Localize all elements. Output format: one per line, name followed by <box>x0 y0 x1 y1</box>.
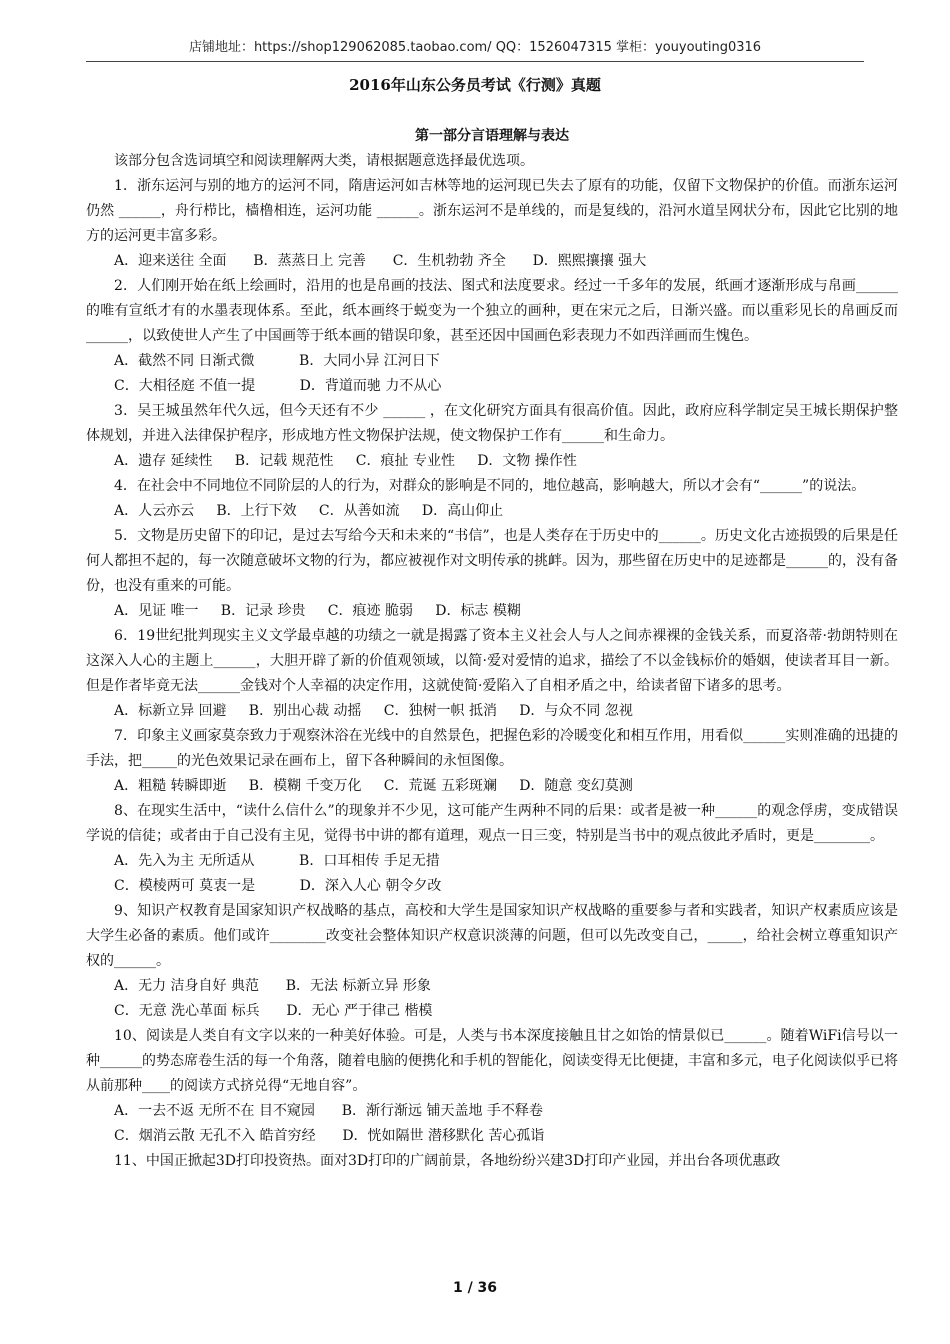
answer-options: A．无力 洁身自好 典范 B．无法 标新立异 形象 <box>114 978 431 994</box>
question-paragraph: 11、中国正掀起3D打印投资热。面对3D打印的广阔前景，各地纷纷兴建3D打印产业园，并出台各项优惠政 <box>114 1153 781 1169</box>
question-paragraph: 2．人们刚开始在纸上绘画时，沿用的也是帛画的技法、图式和法度要求。经过一千多年的发展，纸画才逐渐形成与帛画______的唯有宣纸才有的水墨表现体系。至此，纸本画终于蜕变为一个独立的画种，更在宋元之后，日渐兴盛。而以重彩见长的帛画反而______，以致使世人产生了中国画等于纸本画的错误印象，甚至还因中国画色彩表现力不如西洋画而生愧色。 <box>86 278 898 344</box>
shop-header: 店铺地址：https://shop129062085.taobao.com/ QQ：1526047315 掌柜：youyouting0316 <box>86 36 864 62</box>
question-paragraph: 8、在现实生活中，“读什么信什么”的现象并不少见，这可能产生两种不同的后果：或者是被一种______的观念俘虏，变成错误学说的信徒；或者由于自己没有主见，觉得书中讲的都有道理，观点一日三变，特别是当书中的观点彼此矛盾时，更是________。 <box>86 803 898 844</box>
question-paragraph: 3．吴王城虽然年代久远，但今天还有不少 ______ ，在文化研究方面具有很高价值。因此，政府应科学制定吴王城长期保护整体规划，并进入法律保护程序，形成地方性文物保护法规，使文物保护工作有______和生命力。 <box>86 403 898 444</box>
section-heading: 第一部分言语理解与表达 <box>415 128 569 144</box>
question-paragraph: 1．浙东运河与别的地方的运河不同，隋唐运河如吉林等地的运河现已失去了原有的功能，仅留下文物保护的价值。而浙东运河仍然 ______，舟行栉比，樯橹相连，运河功能 ______。浙东运河不是单线的，而是复线的，沿河水道呈网状分布，因此它比别的地方的运河更丰富多彩。 <box>86 178 898 244</box>
answer-options: A．人云亦云 B．上行下效 C．从善如流 D．高山仰止 <box>114 503 504 519</box>
question-paragraph: 该部分包含选词填空和阅读理解两大类，请根据题意选择最优选项。 <box>114 153 534 169</box>
answer-options: A．迎来送往 全面 B．蒸蒸日上 完善 C．生机勃勃 齐全 D．熙熙攘攘 强大 <box>114 253 647 269</box>
question-paragraph: 4．在社会中不同地位不同阶层的人的行为，对群众的影响是不同的，地位越高，影响越大，所以才会有“______”的说法。 <box>114 478 866 494</box>
answer-options: A．见证 唯一 B．记录 珍贵 C．痕迹 脆弱 D．标志 模糊 <box>114 603 521 619</box>
document-body <box>86 124 898 1174</box>
answer-options: A．粗糙 转瞬即逝 B．模糊 千变万化 C．荒诞 五彩斑斓 D．随意 变幻莫测 <box>114 778 633 794</box>
answer-options: C．烟消云散 无孔不入 皓首穷经 D．恍如隔世 潜移默化 苦心孤诣 <box>114 1128 545 1144</box>
answer-options: A．一去不返 无所不在 目不窥园 B．渐行渐远 铺天盖地 手不释卷 <box>114 1103 543 1119</box>
question-paragraph: 9、知识产权教育是国家知识产权战略的基点，高校和大学生是国家知识产权战略的重要参与者和实践者，知识产权素质应该是大学生必备的素质。他们或许________改变社会整体知识产权意识淡薄的问题，但可以先改变自己，_____，给社会树立尊重知识产权的______。 <box>86 903 898 969</box>
answer-options: A．先入为主 无所适从 B．口耳相传 手足无措 <box>114 853 440 869</box>
question-paragraph: 10、阅读是人类自有文字以来的一种美好体验。可是，人类与书本深度接触且甘之如饴的情景似已______。随着WiFi信号以一种______的势态席卷生活的每一个角落，随着电脑的便携化和手机的智能化，阅读变得无比便捷，丰富和多元，电子化阅读似乎已将从前那种____的阅读方式挤兑得“无地自容”。 <box>86 1028 898 1094</box>
page-title: 2016年山东公务员考试《行测》真题 <box>349 76 601 94</box>
page-number: 1 / 36 <box>452 1280 498 1296</box>
answer-options: C．无意 洗心革面 标兵 D．无心 严于律己 楷模 <box>114 1003 433 1019</box>
question-paragraph: 5．文物是历史留下的印记，是过去写给今天和未来的“书信”，也是人类存在于历史中的______。历史文化古迹损毁的后果是任何人都担不起的，每一次随意破坏文物的行为，都应被视作对文明传承的挑衅。因为，那些留在历史中的足迹都是______的，没有备份，也没有重来的可能。 <box>86 528 898 594</box>
answer-options: A．截然不同 日渐式微 B．大同小异 江河日下 <box>114 353 440 369</box>
question-paragraph: 7．印象主义画家莫奈致力于观察沐浴在光线中的自然景色，把握色彩的冷暖变化和相互作用，用看似______实则准确的迅捷的手法，把_____的光色效果记录在画布上，留下各种瞬间的永恒图像。 <box>86 728 898 769</box>
answer-options: C．大相径庭 不值一提 D．背道而驰 力不从心 <box>114 378 442 394</box>
answer-options: C．模棱两可 莫衷一是 D．深入人心 朝令夕改 <box>114 878 442 894</box>
answer-options: A．标新立异 回避 B．别出心裁 动摇 C．独树一帜 抵消 D．与众不同 忽视 <box>114 703 633 719</box>
question-paragraph: 6．19世纪批判现实主义文学最卓越的功绩之一就是揭露了资本主义社会人与人之间赤裸裸的金钱关系，而夏洛蒂·勃朗特则在这深入人心的主题上______，大胆开辟了新的价值观领域，以简·爱对爱情的追求，描绘了不以金钱标价的婚姻，使读者耳目一新。但是作者毕竟无法______金钱对个人幸福的决定作用，这就使简·爱陷入了自相矛盾之中，给读者留下诸多的思考。 <box>86 628 898 694</box>
answer-options: A．遗存 延续性 B．记载 规范性 C．痕扯 专业性 D．文物 操作性 <box>114 453 577 469</box>
